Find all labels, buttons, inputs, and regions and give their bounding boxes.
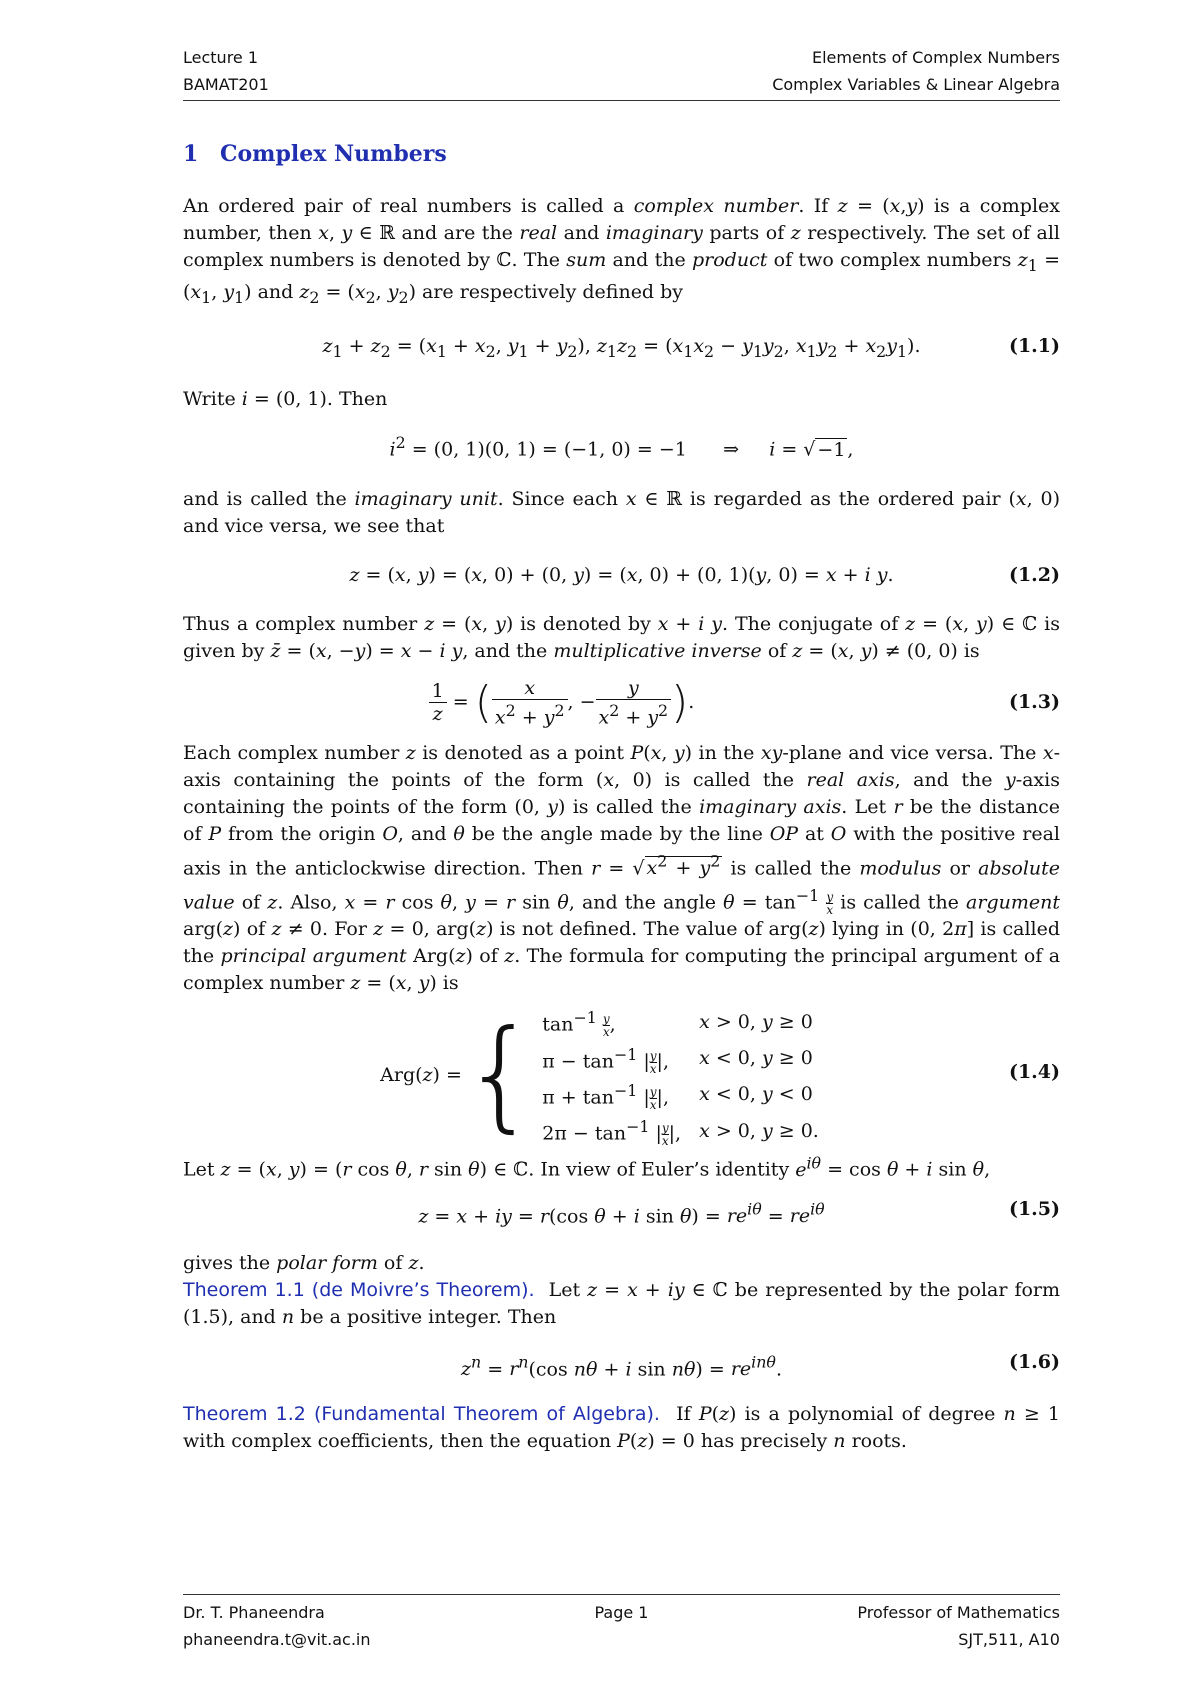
- paragraph-euler: Let z = (x, y) = (r cos θ, r sin θ) ∈ ℂ. In view of Euler’s identity $e^{i\theta} = \cos \theta + i$ sin θ,: [183, 1153, 991, 1181]
- footer-row1: [183, 1599, 1060, 1626]
- header-course-code: BAMAT201: [183, 75, 269, 94]
- equation-number: (1.6): [1008, 1351, 1060, 1374]
- equation-1-1: $z_1 + z_2 = (x_1 + x_2$, $y_1 + y_2$), $z_1z_2 = (x_1x_2 - y_1y_2$, $x_1y_2 + x_2y_1$). (1.1): [322, 334, 1060, 361]
- equation-number: (1.2): [1008, 563, 1060, 586]
- section-heading: [183, 141, 1060, 167]
- equation-1-4: Arg(z) ={ $\tan^{-1}$ $\frac{y}{x}$ , x > 0, y ≥ 0 $\pi - \tan^{-1}$ | $\frac{y}{x}$ |, x < 0, y ≥ 0 $\pi + \tan^{-1}$ | $\frac{y}{x}$ |, x < 0, y < 0 $2\pi - \tan^{-1}$ | $\frac{y}{x}$ |, x > 0, y ≥ 0. (1.4): [183, 1003, 1060, 1143]
- header-course-title: Complex Variables & Linear Algebra: [772, 75, 1060, 94]
- section-title: Complex Numbers: [220, 141, 447, 167]
- running-header: [183, 44, 1060, 71]
- footer-rule: [183, 1594, 1060, 1595]
- theorem-fundamental-algebra: Theorem 1.2 (Fundamental Theorem of Algebra). If P(z) is a polynomial of degree n ≥ 1 with complex coefficients, then the equation P(z) = 0 has precisely n roots.: [183, 1403, 1061, 1453]
- equation-1-2: z = (x, y) = (x, 0) + (0, y) = (x, 0) + (0, 1)(y, 0) = x + i y. (1.2): [183, 562, 1060, 589]
- footer-position: Professor of Mathematics: [857, 1603, 1060, 1622]
- paragraph-imaginary-unit-intro: Write i = (0, 1). Then: [183, 388, 388, 411]
- paragraph-conjugate: Thus a complex number z = (x, y) is denoted by x + i y. The conjugate of z = (x, y) ∈ ℂ is given by z̄ = (x, −y) = x − i y, and the multiplicative inverse of z = (x, y) ≠ (0, 0) is: [183, 612, 1060, 662]
- theorem-de-moivre: Theorem 1.1 (de Moivre’s Theorem). Let z = x + iy ∈ ℂ be represented by the polar form (1.5), and n be a positive integer. Then: [183, 1279, 1061, 1329]
- theorem-1-2-title: Theorem 1.2 (Fundamental Theorem of Algebra).: [183, 1403, 660, 1426]
- header-lecture: Lecture 1: [183, 48, 259, 67]
- equation-1-6: $z^n = r^n(\cos$ nθ + i $\sin n\theta) = re^{in\theta}$. (1.6): [460, 1351, 1060, 1381]
- cases-table: $\tan^{-1}$ $\frac{y}{x}$ , x > 0, y ≥ 0 $\pi - \tan^{-1}$ | $\frac{y}{x}$ |, x < 0, y ≥ 0 $\pi + \tan^{-1}$ | $\frac{y}{x}$ |, x < 0, y < 0 $2\pi - \tan^{-1}$ | $\frac{y}{x}$ |, x > 0, y ≥ 0.: [542, 1008, 819, 1149]
- paragraph-definition: An ordered pair of real numbers is called a complex number. If z = (x,y) is a complex number, then x, y ∈ ℝ and are the real and imaginary parts of z respectively. The set of all complex numbers is denoted by ℂ. The sum and the product of two complex numbers $z_1 = (x_1$, $y_1$) and $z_2 = (x_2$, $y_2$) are respectively defined by: [183, 195, 1061, 307]
- footer-page-number: Page 1: [594, 1603, 649, 1622]
- header-rule: [183, 100, 1060, 101]
- running-header-row2: [183, 71, 1060, 98]
- footer-author: Dr. T. Phaneendra: [183, 1603, 325, 1622]
- equation-i-squared: $i^2 = (0$, 1)(0, 1) = (−1, 0) = −1 ⇒ i = √ −1 ,: [389, 433, 854, 461]
- footer-row2: [183, 1626, 1060, 1653]
- theorem-1-1-title: Theorem 1.1 (de Moivre’s Theorem).: [183, 1279, 535, 1302]
- paragraph-polar-form: gives the polar form of z.: [183, 1252, 425, 1275]
- equation-number: (1.1): [1008, 334, 1060, 357]
- equation-number: (1.3): [1008, 690, 1060, 713]
- section-number: 1: [183, 141, 199, 167]
- header-topic: Elements of Complex Numbers: [811, 48, 1060, 67]
- paragraph-imaginary-unit: and is called the imaginary unit. Since each x ∈ ℝ is regarded as the ordered pair (x, 0) and vice versa, we see that: [183, 487, 1060, 537]
- page-footer: [183, 1592, 1060, 1653]
- equation-number: (1.5): [1008, 1197, 1060, 1220]
- paragraph-argand-plane: Each complex number z is denoted as a point P(x, y) in the xy-plane and vice versa. The x-axis containing the points of the form (x, 0) is called the real axis, and the y-axis containing the points of the form (0, y) is called the imaginary axis. Let r be the distance of P from the origin O, and θ be the angle made by the line OP at O with the positive real axis in the anticlockwise direction. Then r = √ $x^2 + y^2$ is called the modulus or absolute value of z. Also, x = r cos θ, y = r sin θ, and the angle $\theta = \tan^{-1}$ $\frac{y}{x}$ is called the argument arg(z) of z ≠ 0. For z = 0, arg(z) is not defined. The value of arg(z) lying in (0, 2π] is called the principal argument Arg(z) of z. The formula for computing the principal argument of a complex number z = (x, y) is: [183, 741, 1061, 995]
- equation-1-5: z = x + iy = r(cos θ + i $\sin \theta) = re^{i\theta} = re^{i\theta}$ (1.5): [418, 1197, 1060, 1228]
- footer-office: SJT,511, A10: [958, 1630, 1060, 1649]
- equation-number: (1.4): [1008, 1061, 1060, 1084]
- equation-1-3: $\frac{1}{z}$ = ( $\frac{x}{x^2 + y^2}$ , − $\frac{y}{x^2 + y^2}$ ). (1.3): [183, 673, 1060, 732]
- footer-email: phaneendra.t@vit.ac.in: [183, 1630, 371, 1649]
